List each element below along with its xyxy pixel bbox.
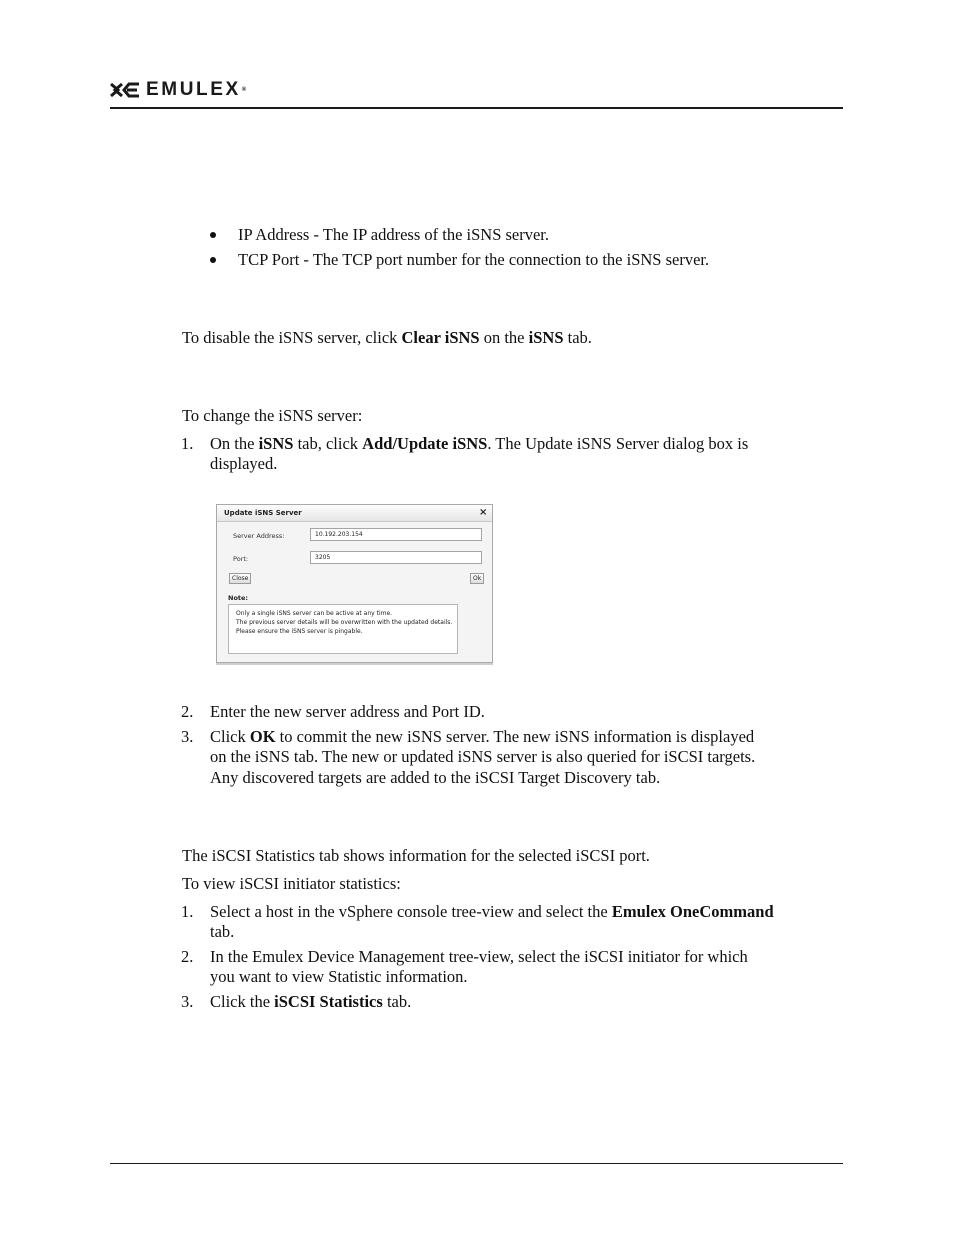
- stats-step-2-cont: you want to view Statistic information.: [210, 967, 468, 986]
- ok-button[interactable]: Ok: [470, 573, 484, 584]
- update-isns-server-dialog: [216, 504, 493, 663]
- note-label: Note:: [228, 594, 249, 602]
- stats-step-1-cont: tab.: [210, 922, 235, 941]
- stats-step-2: In the Emulex Device Management tree-view, select the iSCSI initiator for which: [210, 947, 748, 966]
- note-box: [228, 604, 458, 654]
- note-line: The previous server details will be overwritten with the updated details.: [236, 619, 453, 626]
- bullet-ip-address: IP Address - The IP address of the iSNS server.: [238, 225, 550, 244]
- dialog-title-bar: [217, 505, 492, 522]
- dialog-title: Update iSNS Server: [224, 509, 302, 517]
- server-address-input[interactable]: 10.192.203.154: [310, 528, 482, 541]
- step-number: 2.: [181, 947, 194, 966]
- step-number: 1.: [181, 434, 194, 453]
- logo-wordmark: EMULEX®: [146, 79, 249, 100]
- change-step-3-cont: on the iSNS tab. The new or updated iSNS server is also queried for iSCSI targets.: [210, 747, 756, 766]
- port-label: Port:: [233, 555, 249, 563]
- stats-intro: The iSCSI Statistics tab shows information for the selected iSCSI port.: [182, 846, 650, 865]
- footer-rule: [110, 1163, 843, 1164]
- stats-intro-2: To view iSCSI initiator statistics:: [182, 874, 401, 893]
- emulex-logo: [110, 80, 249, 100]
- stats-step-3: Click the iSCSI Statistics tab.: [210, 992, 412, 1011]
- port-input[interactable]: 3205: [310, 551, 482, 564]
- bullet-dot: [210, 257, 216, 263]
- stats-step-1: Select a host in the vSphere console tree-view and select the Emulex OneCommand: [210, 902, 774, 921]
- note-line: Please ensure the iSNS server is pingable.: [236, 628, 363, 635]
- change-step-1: On the iSNS tab, click Add/Update iSNS. The Update iSNS Server dialog box is: [210, 434, 749, 453]
- change-step-3-cont: Any discovered targets are added to the iSCSI Target Discovery tab.: [210, 768, 661, 787]
- step-number: 3.: [181, 727, 194, 746]
- change-step-1-cont: displayed.: [210, 454, 278, 473]
- emulex-logo-icon: [110, 82, 140, 98]
- step-number: 2.: [181, 702, 194, 721]
- change-isns-intro: To change the iSNS server:: [182, 406, 363, 425]
- server-address-label: Server Address:: [233, 532, 285, 540]
- bullet-tcp-port: TCP Port - The TCP port number for the connection to the iSNS server.: [238, 250, 710, 269]
- note-line: Only a single iSNS server can be active at any time.: [236, 610, 393, 617]
- bullet-dot: [210, 232, 216, 238]
- change-step-3: Click OK to commit the new iSNS server. The new iSNS information is displayed: [210, 727, 755, 746]
- disable-isns-paragraph: To disable the iSNS server, click Clear iSNS on the iSNS tab.: [182, 328, 592, 347]
- step-number: 1.: [181, 902, 194, 921]
- step-number: 3.: [181, 992, 194, 1011]
- close-icon[interactable]: ×: [479, 507, 488, 518]
- close-button[interactable]: Close: [229, 573, 251, 584]
- change-step-2: Enter the new server address and Port ID.: [210, 702, 485, 721]
- header-rule: [110, 107, 843, 109]
